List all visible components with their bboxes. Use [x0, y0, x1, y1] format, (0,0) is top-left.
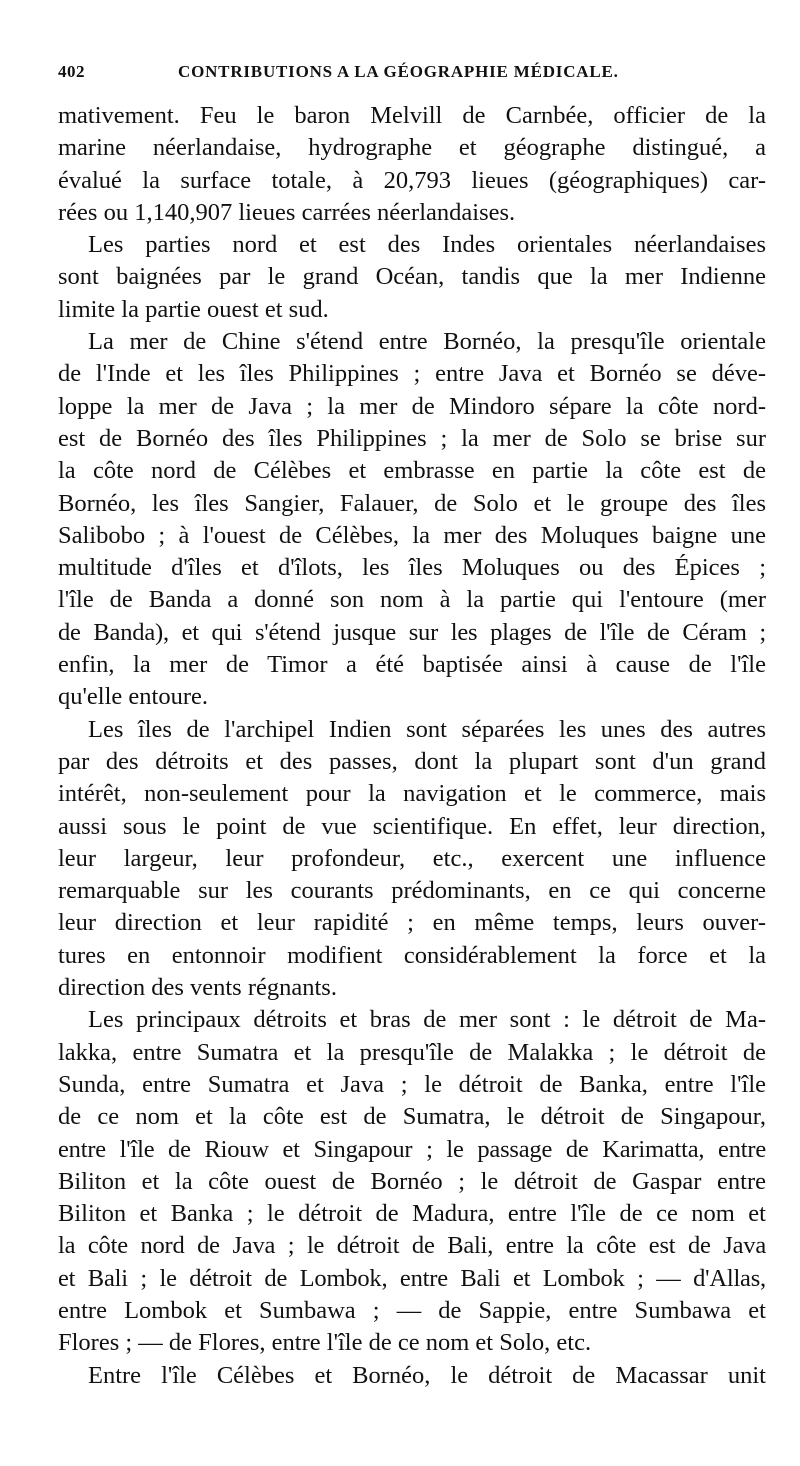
text-line: entre l'île de Riouw et Singapour ; le passage de Karimatta, entre	[58, 1135, 766, 1163]
text-line: la côte nord de Java ; le détroit de Bali, entre la côte est de Java	[58, 1232, 766, 1260]
text-line: de Banda), et qui s'étend jusque sur les plages de l'île de Céram ;	[58, 618, 766, 646]
text-line: la côte nord de Célèbes et embrasse en partie la côte est de	[58, 457, 766, 485]
text-line: de l'Inde et les îles Philippines ; entre Java et Bornéo se déve-	[58, 360, 766, 388]
text-line: lakka, entre Sumatra et la presqu'île de Malakka ; le détroit de	[58, 1038, 766, 1066]
text-line: enfin, la mer de Timor a été baptisée ainsi à cause de l'île	[58, 651, 766, 679]
text-line: intérêt, non-seulement pour la navigation et le commerce, mais	[58, 780, 766, 808]
running-title: CONTRIBUTIONS A LA GÉOGRAPHIE MÉDICALE.	[178, 62, 619, 81]
text-line: de ce nom et la côte est de Sumatra, le détroit de Singapour,	[58, 1103, 766, 1131]
running-head	[58, 62, 762, 92]
text-line: rées ou 1,140,907 lieues carrées néerlandaises.	[58, 198, 516, 226]
text-line: Sunda, entre Sumatra et Java ; le détroit de Banka, entre l'île	[58, 1070, 766, 1098]
text-line: Les principaux détroits et bras de mer sont : le détroit de Ma-	[88, 1006, 766, 1034]
page-number: 402	[58, 62, 85, 81]
text-line: Les îles de l'archipel Indien sont séparées les unes des autres	[88, 715, 766, 743]
text-line: qu'elle entoure.	[58, 683, 208, 711]
text-line: tures en entonnoir modifient considérablement la force et la	[58, 941, 766, 969]
text-line: La mer de Chine s'étend entre Bornéo, la presqu'île orientale	[88, 328, 766, 356]
text-line: Bornéo, les îles Sangier, Falauer, de Solo et le groupe des îles	[58, 489, 766, 517]
text-line: évalué la surface totale, à 20,793 lieues (géographiques) car-	[58, 166, 766, 194]
text-line: marine néerlandaise, hydrographe et géographe distingué, a	[58, 134, 766, 162]
text-line: leur largeur, leur profondeur, etc., exercent une influence	[58, 844, 766, 872]
text-line: limite la partie ouest et sud.	[58, 295, 329, 323]
text-line: Salibobo ; à l'ouest de Célèbes, la mer des Moluques baigne une	[58, 521, 766, 549]
text-line: multitude d'îles et d'îlots, les îles Moluques ou des Épices ;	[58, 554, 766, 582]
body-text	[58, 100, 766, 1392]
text-line: entre Lombok et Sumbawa ; — de Sappie, entre Sumbawa et	[58, 1296, 766, 1324]
text-line: et Bali ; le détroit de Lombok, entre Bali et Lombok ; — d'Allas,	[58, 1264, 766, 1292]
text-line: est de Bornéo des îles Philippines ; la mer de Solo se brise sur	[58, 424, 766, 452]
text-line: loppe la mer de Java ; la mer de Mindoro sépare la côte nord-	[58, 392, 766, 420]
text-line: aussi sous le point de vue scientifique. En effet, leur direction,	[58, 812, 766, 840]
text-line: par des détroits et des passes, dont la plupart sont d'un grand	[58, 747, 766, 775]
text-line: l'île de Banda a donné son nom à la partie qui l'entoure (mer	[58, 586, 766, 614]
text-line: Les parties nord et est des Indes orientales néerlandaises	[88, 231, 766, 259]
text-line: mativement. Feu le baron Melvill de Carnbée, officier de la	[58, 102, 766, 129]
text-line: Biliton et la côte ouest de Bornéo ; le détroit de Gaspar entre	[58, 1167, 766, 1195]
text-line: Biliton et Banka ; le détroit de Madura, entre l'île de ce nom et	[58, 1200, 766, 1228]
text-line: sont baignées par le grand Océan, tandis que la mer Indienne	[58, 263, 766, 291]
text-line: Entre l'île Célèbes et Bornéo, le détroit de Macassar unit	[88, 1361, 766, 1389]
text-line: direction des vents régnants.	[58, 974, 337, 1002]
text-line: leur direction et leur rapidité ; en même temps, leurs ouver-	[58, 909, 766, 937]
text-line: Flores ; — de Flores, entre l'île de ce nom et Solo, etc.	[58, 1329, 592, 1357]
text-line: remarquable sur les courants prédominants, en ce qui concerne	[58, 877, 766, 905]
